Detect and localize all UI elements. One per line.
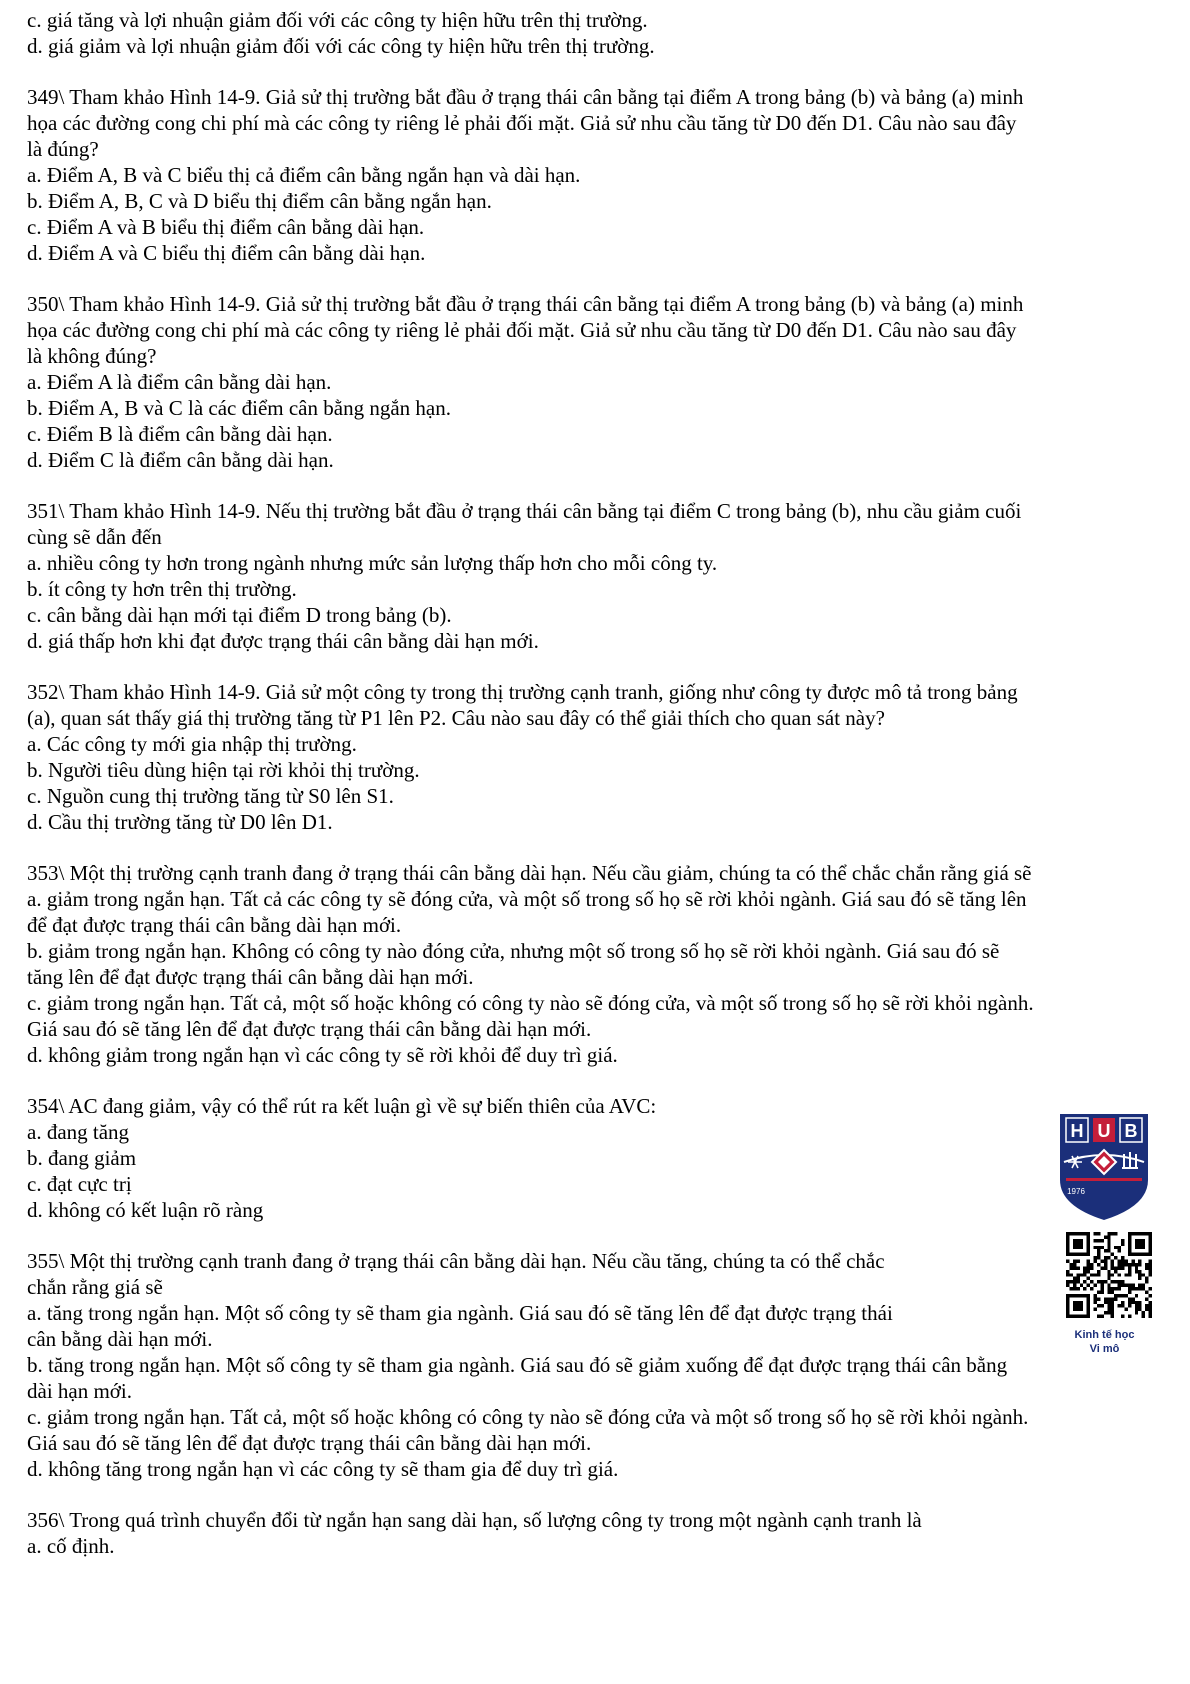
question-353-option-d: d. không giảm trong ngắn hạn vì các công ty sẽ rời khỏi để duy trì giá. [27,1043,618,1067]
question-351-option-c: c. cân bằng dài hạn mới tại điểm D trong bảng (b). [27,603,452,627]
question-350-option-a: a. Điểm A là điểm cân bằng dài hạn. [27,370,332,394]
intro-option-c: c. giá tăng và lợi nhuận giảm đối với các công ty hiện hữu trên thị trường. [27,8,648,32]
question-356-text: 356\ Trong quá trình chuyển đổi từ ngắn hạn sang dài hạn, số lượng công ty trong một ngành cạnh tranh là [27,1508,922,1532]
question-350-option-d: d. Điểm C là điểm cân bằng dài hạn. [27,448,334,472]
question-352-option-b: b. Người tiêu dùng hiện tại rời khỏi thị trường. [27,758,420,782]
question-354-option-a: a. đang tăng [27,1120,130,1144]
question-353-option-a-cont: để đạt được trạng thái cân bằng dài hạn mới. [27,913,402,937]
badge-caption-line2: Vi mô [1089,1343,1120,1355]
question-349-option-a: a. Điểm A, B và C biểu thị cả điểm cân bằng ngắn hạn và dài hạn. [27,163,581,187]
question-353-option-c: c. giảm trong ngắn hạn. Tất cả, một số hoặc không có công ty nào sẽ đóng cửa, và một số trong số họ sẽ rời khỏi ngành. [27,991,1034,1015]
question-352-option-c: c. Nguồn cung thị trường tăng từ S0 lên S1. [27,784,394,808]
badge-caption-line1: Kinh tế học [1074,1329,1135,1341]
question-354-option-b: b. đang giảm [27,1146,137,1170]
question-353-option-c-cont: Giá sau đó sẽ tăng lên để đạt được trạng thái cân bằng dài hạn mới. [27,1017,592,1041]
question-354-option-c: c. đạt cực trị [27,1172,132,1196]
badge-letter-h: H [1070,1121,1084,1141]
question-350-option-b: b. Điểm A, B và C là các điểm cân bằng ngắn hạn. [27,396,451,420]
question-355-option-b-cont: dài hạn mới. [27,1379,132,1403]
question-354-option-d: d. không có kết luận rõ ràng [27,1198,264,1222]
badge-letter-b: B [1124,1121,1138,1141]
question-355-option-b: b. tăng trong ngắn hạn. Một số công ty sẽ tham gia ngành. Giá sau đó sẽ giảm xuống để đạt được trạng thái cân bằng [27,1353,1008,1377]
question-355-option-c-cont: Giá sau đó sẽ tăng lên để đạt được trạng thái cân bằng dài hạn mới. [27,1431,592,1455]
question-350-text: 350\ Tham khảo Hình 14-9. Giả sử thị trường bắt đầu ở trạng thái cân bằng tại điểm A trong bảng (b) và bảng (a) minh [27,292,1024,316]
question-355-text: chắn rằng giá sẽ [27,1275,163,1299]
question-349-text: họa các đường cong chi phí mà các công ty riêng lẻ phải đối mặt. Giả sử nhu cầu tăng từ D0 đến D1. Câu nào sau đây [27,111,1017,135]
document-page [27,7,1185,1559]
question-355-option-a: a. tăng trong ngắn hạn. Một số công ty sẽ tham gia ngành. Giá sau đó sẽ tăng lên để đạt được trạng thái [27,1301,893,1325]
question-351-text: 351\ Tham khảo Hình 14-9. Nếu thị trường bắt đầu ở trạng thái cân bằng tại điểm C trong bảng (b), nhu cầu giảm cuối [27,499,1022,523]
question-355-option-d: d. không tăng trong ngắn hạn vì các công ty sẽ tham gia để duy trì giá. [27,1457,619,1481]
question-352-option-a: a. Các công ty mới gia nhập thị trường. [27,732,357,756]
question-352-option-d: d. Cầu thị trường tăng từ D0 lên D1. [27,810,333,834]
question-351-option-d: d. giá thấp hơn khi đạt được trạng thái cân bằng dài hạn mới. [27,629,539,653]
question-355-option-a-cont: cân bằng dài hạn mới. [27,1327,213,1351]
question-351-option-b: b. ít công ty hơn trên thị trường. [27,577,297,601]
question-353-option-b-cont: tăng lên để đạt được trạng thái cân bằng dài hạn mới. [27,965,474,989]
question-355-option-c: c. giảm trong ngắn hạn. Tất cả, một số hoặc không có công ty nào sẽ đóng cửa và một số trong số họ sẽ rời khỏi ngành. [27,1405,1029,1429]
qr-code [1066,1232,1152,1318]
question-353-option-b: b. giảm trong ngắn hạn. Không có công ty nào đóng cửa, nhưng một số trong số họ sẽ rời khỏi ngành. Giá sau đó sẽ [27,939,1000,963]
question-350-text: họa các đường cong chi phí mà các công ty riêng lẻ phải đối mặt. Giả sử nhu cầu tăng từ D0 đến D1. Câu nào sau đây [27,318,1017,342]
question-352-text: (a), quan sát thấy giá thị trường tăng từ P1 lên P2. Câu nào sau đây có thể giải thích cho quan sát này? [27,706,885,730]
question-349-text: là đúng? [27,137,99,161]
question-350-option-c: c. Điểm B là điểm cân bằng dài hạn. [27,422,333,446]
question-351-text: cùng sẽ dẫn đến [27,525,162,549]
question-353-option-a: a. giảm trong ngắn hạn. Tất cả các công ty sẽ đóng cửa, và một số trong số họ sẽ rời khỏi ngành. Giá sau đó sẽ tăng lên [27,887,1027,911]
question-356-option-a: a. cố định. [27,1534,115,1558]
question-349-text: 349\ Tham khảo Hình 14-9. Giả sử thị trường bắt đầu ở trạng thái cân bằng tại điểm A trong bảng (b) và bảng (a) minh [27,85,1024,109]
question-354-text: 354\ AC đang giảm, vậy có thể rút ra kết luận gì về sự biến thiên của AVC: [27,1094,657,1118]
hub-shield-logo [1058,1110,1150,1222]
badge-caption [1052,1328,1157,1356]
question-351-option-a: a. nhiều công ty hơn trong ngành nhưng mức sản lượng thấp hơn cho mỗi công ty. [27,551,718,575]
question-350-text: là không đúng? [27,344,157,368]
question-352-text: 352\ Tham khảo Hình 14-9. Giả sử một công ty trong thị trường cạnh tranh, giống như công ty được mô tả trong bảng [27,680,1018,704]
intro-option-d: d. giá giảm và lợi nhuận giảm đối với các công ty hiện hữu trên thị trường. [27,34,655,58]
question-349-option-b: b. Điểm A, B, C và D biểu thị điểm cân bằng ngắn hạn. [27,189,492,213]
question-355-text: 355\ Một thị trường cạnh tranh đang ở trạng thái cân bằng dài hạn. Nếu cầu tăng, chúng ta có thể chắc [27,1249,885,1273]
question-353-text: 353\ Một thị trường cạnh tranh đang ở trạng thái cân bằng dài hạn. Nếu cầu giảm, chúng ta có thể chắc chắn rằng giá sẽ [27,861,1032,885]
question-349-option-d: d. Điểm A và C biểu thị điểm cân bằng dài hạn. [27,241,426,265]
badge-year: 1976 [1067,1187,1085,1196]
badge-letter-u: U [1097,1121,1111,1141]
question-349-option-c: c. Điểm A và B biểu thị điểm cân bằng dài hạn. [27,215,425,239]
